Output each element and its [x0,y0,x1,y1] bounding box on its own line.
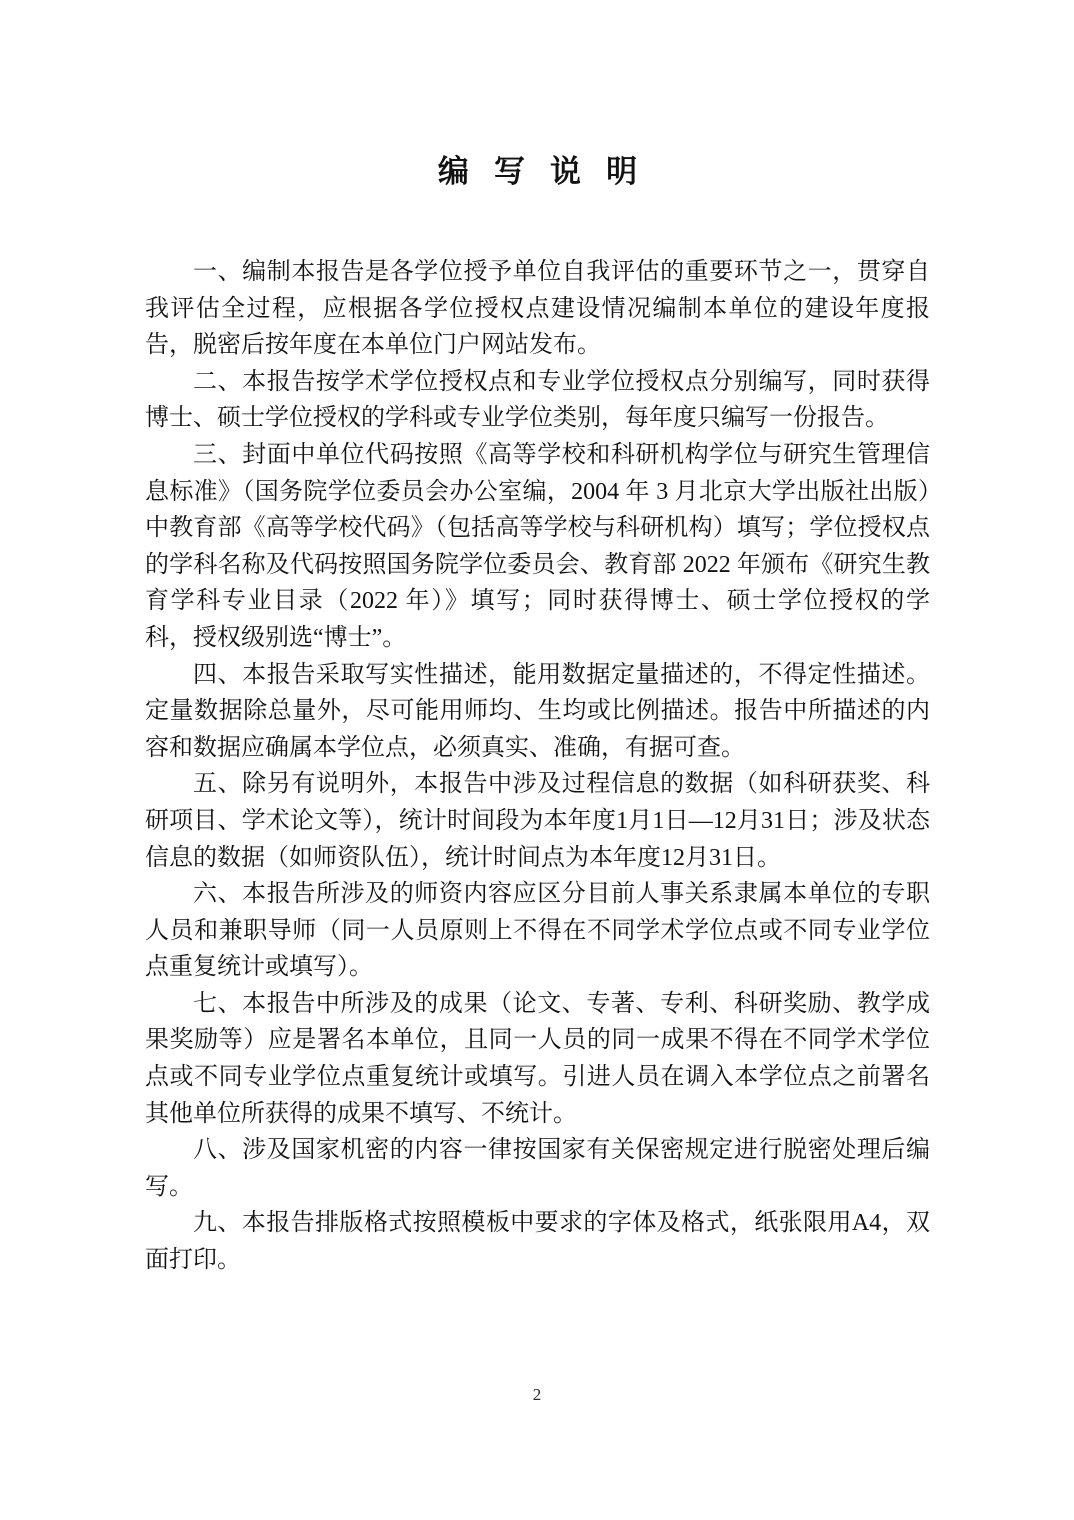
page-number: 2 [532,1385,542,1404]
instructions-body [145,254,930,1279]
instruction-paragraph-7: 七、本报告中所涉及的成果（论文、专著、专利、科研奖励、教学成果奖励等）应是署名本单位，且同一人员的同一成果不得在不同学术学位点或不同专业学位点重复统计或填写。引进人员在调入本学位点之前署名其他单位所获得的成果不填写、不统计。 [145,990,930,1127]
instruction-paragraph-3: 三、封面中单位代码按照《高等学校和科研机构学位与研究生管理信息标准》（国务院学位委员会办公室编，2004 年 3 月北京大学出版社出版）中教育部《高等学校代码》（包括高等学校与科研机构）填写；学位授权点的学科名称及代码按照国务院学位委员会、教育部 2022 年颁布《研究生教育学科专业目录（2022 年）》填写；同时获得博士、硕士学位授权的学科，授权级别选“博士”。 [145,441,930,651]
instruction-paragraph-4: 四、本报告采取写实性描述，能用数据定量描述的，不得定性描述。定量数据除总量外，尽可能用师均、生均或比例描述。报告中所描述的内容和数据应确属本学位点，必须真实、准确，有据可查。 [145,661,930,761]
instruction-paragraph-2: 二、本报告按学术学位授权点和专业学位授权点分别编写，同时获得博士、硕士学位授权的学科或专业学位类别，每年度只编写一份报告。 [145,368,930,432]
instruction-paragraph-5: 五、除另有说明外，本报告中涉及过程信息的数据（如科研获奖、科研项目、学术论文等），统计时间段为本年度1月1日—12月31日；涉及状态信息的数据（如师资队伍），统计时间点为本年度12月31日。 [145,771,930,871]
instruction-paragraph-6: 六、本报告所涉及的师资内容应区分目前人事关系隶属本单位的专职人员和兼职导师（同一人员原则上不得在不同学术学位点或不同专业学位点重复统计或填写）。 [145,881,930,981]
instruction-paragraph-1: 一、编制本报告是各学位授予单位自我评估的重要环节之一，贯穿自我评估全过程，应根据各学位授权点建设情况编制本单位的建设年度报告，脱密后按年度在本单位门户网站发布。 [145,259,930,359]
page-title: 编 写 说 明 [437,154,646,189]
instruction-paragraph-8: 八、涉及国家机密的内容一律按国家有关保密规定进行脱密处理后编写。 [145,1137,930,1200]
instruction-paragraph-9: 九、本报告排版格式按照模板中要求的字体及格式，纸张限用A4，双面打印。 [145,1210,930,1274]
